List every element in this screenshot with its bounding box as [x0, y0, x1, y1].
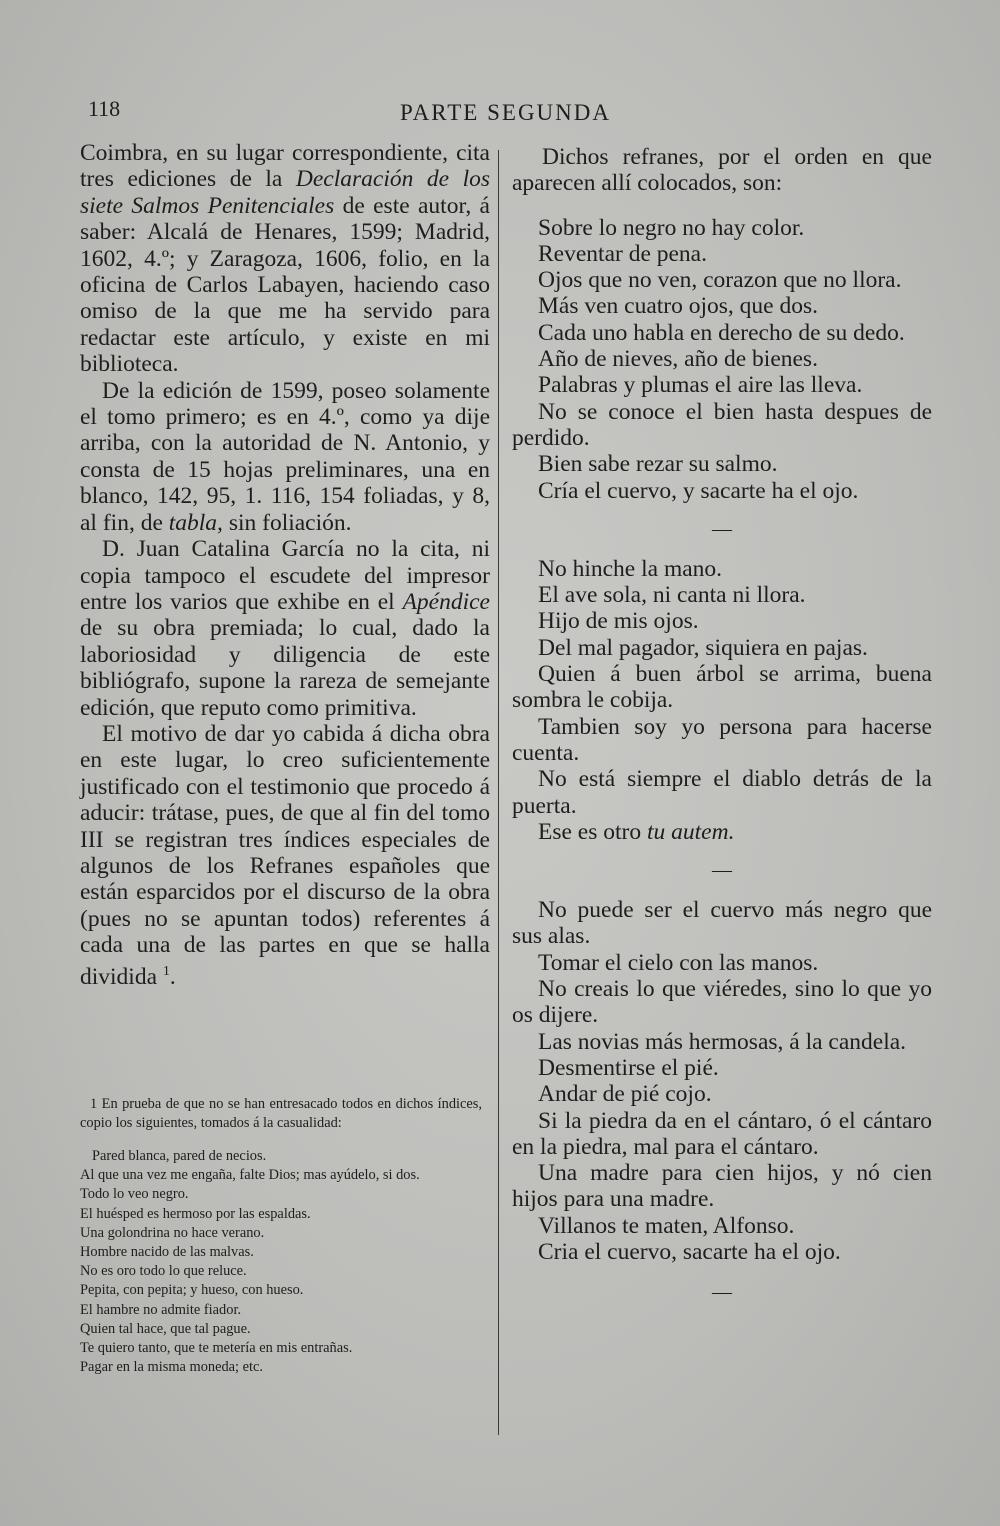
footnote-proverb: El hambre no admite fiador. — [80, 1301, 242, 1318]
footnote-proverb: El huésped es hermoso por las espaldas. — [80, 1205, 311, 1222]
footnote-proverb: Al que una vez me engaña, falte Dios; mas ayúdelo, si dos. — [80, 1167, 420, 1184]
footnote-proverb: Pagar en la misma moneda; etc. — [80, 1359, 264, 1376]
page-header — [0, 96, 1000, 132]
section-separator: — — [712, 1281, 732, 1304]
proverb-item: Una madre para cien hijos, y nó cien hijos para una madre. — [512, 1160, 932, 1213]
proverb-item: Tambien soy yo persona para hacerse cuenta. — [512, 713, 932, 766]
footnote-proverb: Pared blanca, pared de necios. — [92, 1148, 267, 1164]
proverb-item: No está siempre el diablo detrás de la puerta. — [512, 766, 932, 819]
proverb-item: El ave sola, ni canta ni llora. — [538, 582, 806, 609]
footnote-proverb: Todo lo veo negro. — [80, 1186, 189, 1203]
footnote-proverb: Una golondrina no hace verano. — [80, 1224, 265, 1241]
proverb-item: Hijo de mis ojos. — [538, 608, 699, 635]
proverb-group-3 — [512, 897, 932, 1265]
footnote — [80, 1095, 482, 1377]
proverb-item: Las novias más hermosas, á la candela. — [538, 1028, 907, 1055]
paragraph-4-text-a: El motivo de dar yo cabida á dicha obra en este lugar, lo creo suficientemente justificado con el testimonio que procedo á aducir: trátase, pues, de que al fin del tomo III se registran tres índices especiales de algunos de los Refranes españoles que están esparcidos por el discurso de la obra (pues no se apuntan todos) referentes á cada una de las partes en que se halla dividida — [80, 720, 490, 990]
paragraph-3-text-b: de su obra premiada; lo cual, dado la laboriosidad y diligencia de este bibliógrafo, supone la rareza de semejante edición, que reputo como primitiva. — [80, 615, 490, 721]
paragraph-4 — [80, 721, 490, 990]
proverb-item: Cria el cuervo, sacarte ha el ojo. — [538, 1238, 841, 1265]
footnote-reference: 1 — [162, 963, 170, 979]
proverb-item: Si la piedra da en el cántaro, ó el cántaro en la piedra, mal para el cántaro. — [512, 1107, 932, 1160]
proverb-item: No puede ser el cuervo más negro que sus alas. — [512, 897, 932, 950]
paragraph-1-text-a: Coimbra, en su lugar correspondiente, cita tres ediciones de la — [80, 140, 490, 193]
proverb-italic: tu autem. — [647, 818, 735, 845]
page-number: 118 — [88, 96, 121, 121]
right-column — [512, 144, 932, 1305]
proverb-item: Más ven cuatro ojos, que dos. — [538, 293, 818, 320]
proverb-item: Reventar de pena. — [538, 240, 707, 267]
proverb-group-2 — [512, 556, 932, 819]
proverb-item: Año de nieves, año de bienes. — [538, 346, 818, 373]
proverb-text: Ese es otro — [538, 818, 647, 845]
proverb-item: Sobre lo negro no hay color. — [538, 214, 805, 241]
paragraph-3-italic: Apéndice — [402, 588, 490, 615]
proverb-item: Andar de pié cojo. — [538, 1081, 712, 1108]
proverb-item: No hinche la mano. — [538, 555, 723, 582]
proverb-item: Quien á buen árbol se arrima, buena sombra le cobija. — [512, 661, 932, 714]
paragraph-2-text-b: sin foliación. — [222, 509, 352, 536]
paragraph-1-text-b: de este autor, á saber: Alcalá de Henares, 1599; Madrid, 1602, 4.º; y Zaragoza, 1606, folio, en la oficina de Carlos Labayen, haciendo caso omiso de la que me ha servido para redactar este artículo, y existe en mi biblioteca. — [80, 192, 490, 378]
footnote-intro: 1 En prueba de que no se han entresacado todos en dichos índices, copio los siguientes, tomados á la casualidad: — [80, 1096, 482, 1131]
paragraph-2-text-a: De la edición de 1599, poseo solamente el tomo primero; es en 4.º, como ya dije arriba, con la autoridad de N. Antonio, y consta de 15 hojas preliminares, una en blanco, 142, 95, 1. 116, 154 foliadas, y 8, al fin, de — [80, 377, 490, 536]
paragraph-1 — [80, 140, 490, 378]
proverb-item: No se conoce el bien hasta despues de perdido. — [512, 398, 932, 451]
proverb-item: Cada uno habla en derecho de su dedo. — [538, 319, 905, 346]
paragraph-1-italic-title: Declaración de los siete Salmos Penitenciales — [80, 166, 490, 219]
footnote-proverb: Te quiero tanto, que te metería en mis entrañas. — [80, 1340, 353, 1357]
section-separator: — — [712, 517, 732, 540]
proverb-item — [512, 819, 932, 845]
paragraph-3 — [80, 536, 490, 721]
proverbs-intro: Dichos refranes, por el orden en que aparecen allí colocados, son: — [512, 144, 932, 197]
section-separator: — — [712, 859, 732, 882]
proverb-item: Bien sabe rezar su salmo. — [538, 451, 778, 478]
paragraph-2 — [80, 378, 490, 536]
paragraph-3-text-a: D. Juan Catalina García no la cita, ni copia tampoco el escudete del impresor entre los varios que exhibe en el — [80, 536, 490, 615]
proverb-item: Villanos te maten, Alfonso. — [538, 1212, 795, 1239]
proverb-item: Cría el cuervo, y sacarte ha el ojo. — [538, 477, 859, 504]
proverb-group-1 — [512, 215, 932, 504]
footnote-proverb: No es oro todo lo que reluce. — [80, 1263, 247, 1280]
footnote-proverb-list — [80, 1147, 482, 1377]
column-divider — [498, 150, 499, 1435]
paragraph-4-text-b: . — [169, 963, 176, 990]
proverb-item: Desmentirse el pié. — [538, 1054, 719, 1081]
footnote-proverb: Quien tal hace, que tal pague. — [80, 1320, 251, 1337]
proverb-item: Ojos que no ven, corazon que no llora. — [538, 267, 902, 294]
footnote-proverb: Hombre nacido de las malvas. — [80, 1244, 254, 1261]
footnote-proverb: Pepita, con pepita; y hueso, con hueso. — [80, 1282, 304, 1299]
proverb-item: Tomar el cielo con las manos. — [538, 949, 819, 976]
proverb-item: Palabras y plumas el aire las lleva. — [538, 372, 863, 399]
running-head: PARTE SEGUNDA — [400, 100, 611, 125]
proverb-item: Del mal pagador, siquiera en pajas. — [538, 634, 868, 661]
proverb-item: No creais lo que viéredes, sino lo que yo os dijere. — [512, 976, 932, 1029]
paragraph-2-italic: tabla, — [168, 509, 223, 536]
left-column — [80, 140, 490, 990]
